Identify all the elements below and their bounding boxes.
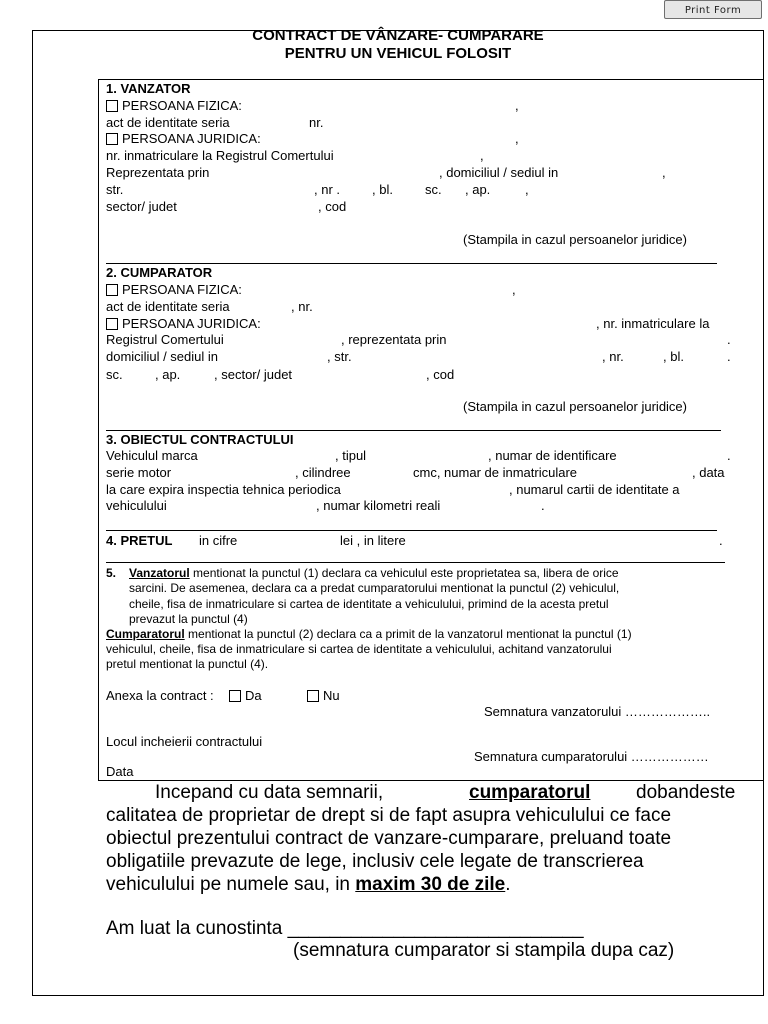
buyer-pj-row xyxy=(106,316,261,331)
declaration-buyer-word: Cumparatorul xyxy=(106,627,185,641)
contract-subtitle: PENTRU UN VEHICUL FOLOSIT xyxy=(284,45,512,62)
seller-pf-checkbox[interactable] xyxy=(106,100,118,112)
contract-place-label: Locul incheierii contractului xyxy=(106,734,263,749)
seller-stamp-line xyxy=(106,263,717,264)
seller-pj-label: PERSOANA JURIDICA: xyxy=(122,131,261,146)
buyer-pf-label: PERSOANA FIZICA: xyxy=(122,282,242,297)
price-lei-label: lei , in litere xyxy=(340,533,406,548)
seller-signature: Semnatura vanzatorului ……………….. xyxy=(484,704,711,719)
seller-sc-label: sc. xyxy=(425,182,442,197)
declaration-seller-text1: mentionat la punctul (1) declara ca vehiculul este proprietatea sa, libera de orice xyxy=(193,566,619,580)
buyer-sector-label: , sector/ judet xyxy=(214,367,293,382)
seller-bl-label: , bl. xyxy=(372,182,393,197)
vehicle-cilindree-label: , cilindree xyxy=(295,465,351,480)
price-end: . xyxy=(719,533,723,548)
seller-pf-row xyxy=(106,98,242,113)
seller-heading: 1. VANZATOR xyxy=(106,81,191,96)
buyer-cod-label: , cod xyxy=(426,367,455,382)
buyer-bl-label: , bl. xyxy=(663,349,684,364)
seller-pj-comma: , xyxy=(515,131,519,146)
buyer-reg-label: Registrul Comertului xyxy=(106,332,224,347)
contract-title: CONTRACT DE VÂNZARE- CUMPARARE xyxy=(252,27,544,44)
declaration-seller-line4: prevazut la punctul (4) xyxy=(129,612,248,626)
vehicle-marca-label: Vehiculul marca xyxy=(106,448,198,463)
annex-nu-label: Nu xyxy=(323,688,340,703)
vehicle-km-label: , numar kilometri reali xyxy=(316,498,441,513)
annex-label: Anexa la contract : xyxy=(106,688,214,703)
buyer-repr-end: . xyxy=(727,332,731,347)
price-cifre-label: in cifre xyxy=(199,533,238,548)
date-label: Data xyxy=(106,764,134,779)
acknowledgement-label: Am luat la cunostinta xyxy=(106,918,283,939)
annex-nu-checkbox[interactable] xyxy=(307,690,319,702)
buyer-str-label: , str. xyxy=(327,349,352,364)
vehicle-civ-label: , numarul cartii de identitate a xyxy=(509,482,680,497)
object-heading: 3. OBIECTUL CONTRACTULUI xyxy=(106,432,294,447)
buyer-stamp-note: (Stampila in cazul persoanelor juridice) xyxy=(463,399,687,414)
declaration-buyer-line1 xyxy=(106,627,632,641)
vehicle-id-label: , numar de identificare xyxy=(488,448,617,463)
buyer-pf-checkbox[interactable] xyxy=(106,284,118,296)
buyer-ap-label: , ap. xyxy=(155,367,181,382)
declaration-seller-line3: cheile, fisa de inmatriculare si cartea de identitate a vehiculului, primind de la acesta pretul xyxy=(129,597,609,611)
declaration-buyer-line3: pretul mentionat la punctul (4). xyxy=(106,657,269,671)
seller-pf-comma: , xyxy=(515,98,519,113)
seller-reg-comma: , xyxy=(480,148,484,163)
price-heading: 4. PRETUL xyxy=(106,533,173,548)
declaration-seller-line1 xyxy=(129,566,619,580)
vehicle-serie-label: serie motor xyxy=(106,465,172,480)
notice-line5-start: vehiculului pe numele sau, in xyxy=(106,874,350,895)
seller-repr-label: Reprezentata prin xyxy=(106,165,210,180)
seller-ap-label: , ap. xyxy=(465,182,491,197)
seller-pj-row xyxy=(106,131,261,146)
buyer-bl-end: . xyxy=(727,349,731,364)
seller-sector-label: sector/ judet xyxy=(106,199,177,214)
buyer-pj-label: PERSOANA JURIDICA: xyxy=(122,316,261,331)
declaration-buyer-line2: vehiculul, cheile, fisa de inmatriculare si cartea de identitate a vehiculului, achitand vanzatorului xyxy=(106,642,612,656)
print-form-button[interactable]: Print Form xyxy=(664,0,762,19)
seller-act-nr: nr. xyxy=(309,115,324,130)
declaration-number: 5. xyxy=(106,566,117,580)
seller-domiciliu-comma: , xyxy=(662,165,666,180)
acknowledgement-caption: (semnatura cumparator si stampila dupa caz) xyxy=(293,940,675,961)
seller-nr-label: , nr . xyxy=(314,182,341,197)
seller-domiciliu-label: , domiciliul / sediul in xyxy=(439,165,559,180)
notice-line1-cumparatorul: cumparatorul xyxy=(469,782,591,803)
notice-line2: calitatea de proprietar de drept si de fapt asupra vehiculului ce face xyxy=(106,805,672,826)
buyer-sc-label: sc. xyxy=(106,367,123,382)
buyer-act-nr: , nr. xyxy=(291,299,313,314)
price-line xyxy=(106,562,725,563)
buyer-nr-label: , nr. xyxy=(602,349,624,364)
notice-line3: obiectul prezentului contract de vanzare-cumparare, preluand toate xyxy=(106,828,672,849)
vehicle-vehiculului-label: vehiculului xyxy=(106,498,167,513)
buyer-signature: Semnatura cumparatorului ……………… xyxy=(474,749,709,764)
buyer-pf-comma: , xyxy=(512,282,516,297)
seller-reg-label: nr. inmatriculare la Registrul Comertului xyxy=(106,148,334,163)
acknowledgement-line xyxy=(106,918,584,940)
buyer-repr-label: , reprezentata prin xyxy=(341,332,447,347)
buyer-act-label: act de identitate seria xyxy=(106,299,230,314)
annex-da-checkbox[interactable] xyxy=(229,690,241,702)
seller-pf-label: PERSOANA FIZICA: xyxy=(122,98,242,113)
notice-deadline: maxim 30 de zile xyxy=(355,874,506,895)
price-row xyxy=(106,533,172,548)
acknowledgement-signature-line: ____________________________ xyxy=(287,918,584,939)
buyer-stamp-line xyxy=(106,430,721,431)
vehicle-km-end: . xyxy=(541,498,545,513)
buyer-pj-reg: , nr. inmatriculare la xyxy=(596,316,710,331)
buyer-heading: 2. CUMPARATOR xyxy=(106,265,213,280)
notice-line5 xyxy=(106,874,511,896)
object-line xyxy=(106,530,717,531)
notice-line5-end: . xyxy=(505,874,511,895)
seller-stamp-note: (Stampila in cazul persoanelor juridice) xyxy=(463,232,687,247)
declaration-seller-word: Vanzatorul xyxy=(129,566,190,580)
buyer-pf-row xyxy=(106,282,242,297)
annex-da-label: Da xyxy=(245,688,262,703)
seller-str-label: str. xyxy=(106,182,124,197)
declaration-buyer-text1: mentionat la punctul (2) declara ca a primit de la vanzatorul mentionat la punctul (1) xyxy=(188,627,632,641)
vehicle-cmc-label: cmc, numar de inmatriculare xyxy=(413,465,577,480)
seller-act-label: act de identitate seria xyxy=(106,115,230,130)
notice-line1-end: dobandeste xyxy=(636,782,736,803)
vehicle-itp-label: la care expira inspectia tehnica periodica xyxy=(106,482,341,497)
vehicle-data-label: , data xyxy=(692,465,725,480)
buyer-pj-checkbox[interactable] xyxy=(106,318,118,330)
vehicle-id-end: . xyxy=(727,448,731,463)
vehicle-tipul-label: , tipul xyxy=(335,448,367,463)
notice-line4: obligatiile prevazute de lege, inclusiv cele legate de transcrierea xyxy=(106,851,644,872)
seller-cod-label: , cod xyxy=(318,199,347,214)
notice-line1-start: Incepand cu data semnarii, xyxy=(155,782,384,803)
annex-nu-option xyxy=(307,688,340,703)
seller-ap-comma: , xyxy=(525,182,529,197)
seller-pj-checkbox[interactable] xyxy=(106,133,118,145)
annex-da-option xyxy=(229,688,262,703)
declaration-seller-line2: sarcini. De asemenea, declara ca a predat cumparatorului mentionat la punctul (2) vehiculul, xyxy=(129,581,620,595)
buyer-domiciliu-label: domiciliul / sediul in xyxy=(106,349,218,364)
